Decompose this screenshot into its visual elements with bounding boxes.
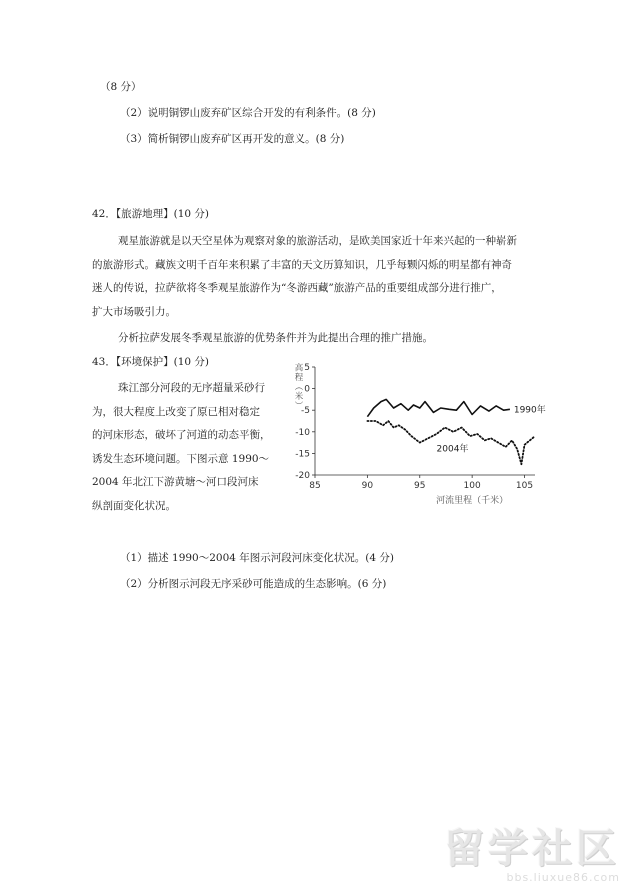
series-label-2004: 2004年 — [436, 444, 469, 455]
y-tick-label: -15 — [295, 449, 310, 460]
q42-line-3: 迷人的传说，拉萨欲将冬季观星旅游作为“冬游西藏”旅游产品的重要组成部分进行推广， — [92, 282, 502, 294]
y-tick-label: -5 — [301, 406, 310, 417]
q43-line-4: 诱发生态环境问题。下图示意 1990～ — [92, 452, 270, 465]
y-tick-label: -10 — [295, 427, 310, 438]
q42-question: 分析拉萨发展冬季观星旅游的优势条件并为此提出合理的推广措施。 — [118, 332, 433, 344]
y-tick-label: 0 — [304, 384, 310, 395]
q43-header: 43．【环境保护】(10 分) — [92, 356, 210, 368]
watermark — [444, 827, 620, 884]
q42-line-2: 的旅游形式。藏族文明千百年来积累了丰富的天文历算知识，几乎每颗闪烁的明星都有神奇 — [92, 258, 512, 271]
q43-line-2: 为，很大程度上改变了原已相对稳定 — [92, 405, 260, 418]
x-tick-label: 100 — [463, 481, 481, 491]
q41-sub2: （2）说明铜锣山废弃矿区综合开发的有利条件。(8 分) — [120, 107, 376, 119]
y-tick-label: -20 — [295, 471, 310, 481]
q41-score-tail: （8 分） — [100, 81, 142, 93]
q42-line-1: 观星旅游就是以天空星体为观察对象的旅游活动，是欧美国家近十年来兴起的一种崭新 — [118, 235, 517, 247]
q41-sub3: （3）简析铜锣山废弃矿区再开发的意义。(8 分) — [120, 133, 345, 145]
chart-labels — [293, 362, 546, 506]
q42-passage — [92, 230, 546, 324]
x-tick-label: 85 — [309, 481, 321, 491]
x-tick-label: 90 — [361, 481, 374, 491]
series-line-1990 — [367, 399, 510, 416]
riverbed-profile-chart — [290, 360, 550, 510]
q43-passage — [92, 377, 282, 518]
q43-sub2: （2）分析图示河段无序采砂可能造成的生态影响。(6 分) — [120, 578, 387, 590]
x-tick-label: 95 — [414, 481, 426, 491]
x-tick-label: 105 — [515, 481, 534, 491]
q43-line-6: 纵剖面变化状况。 — [92, 499, 176, 512]
q42-line-4: 扩大市场吸引力。 — [92, 305, 176, 318]
q43-line-1: 珠江部分河段的无序超量采砂行 — [118, 382, 265, 394]
x-axis-label: 河流里程（千米） — [436, 496, 509, 506]
y-axis-label: 高程（米） — [293, 362, 303, 411]
q43-line-5: 2004 年北江下游黄塘～河口段河床 — [92, 476, 259, 488]
series-label-1990: 1990年 — [513, 405, 546, 416]
q43-line-3: 的河床形态，破坏了河道的动态平衡， — [92, 429, 271, 441]
q42-header: 42．【旅游地理】(10 分) — [92, 208, 210, 220]
series-line-2004 — [367, 421, 535, 464]
y-tick-label: 5 — [304, 363, 310, 373]
watermark-logo: 留学社区 — [444, 826, 620, 872]
chart-axes — [312, 367, 535, 478]
q43-sub1: （1）描述 1990～2004 年图示河段河床变化状况。(4 分) — [120, 552, 395, 564]
watermark-url: bbs.liuxue86.com — [506, 871, 620, 884]
